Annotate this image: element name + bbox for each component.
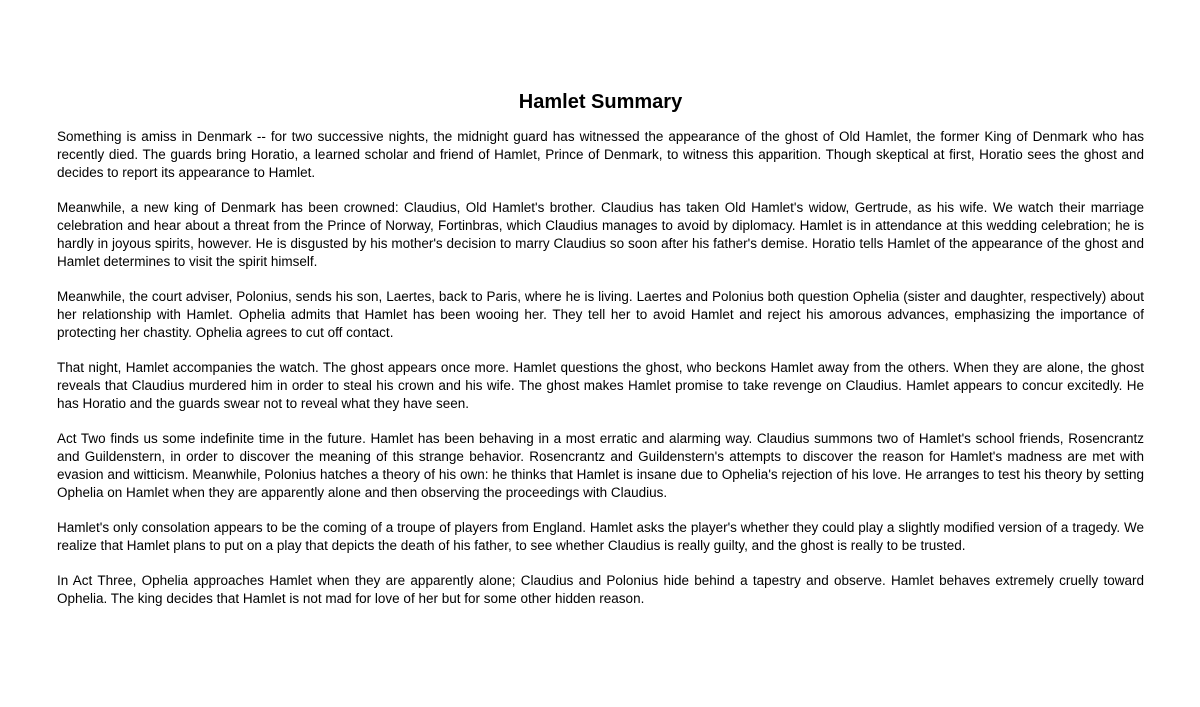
paragraph-6: Hamlet's only consolation appears to be the coming of a troupe of players from England. Hamlet asks the player's whether they could play a slightly modified version of a tragedy. We realize that Hamlet plans to put on a play that depicts the death of his father, to see whether Claudius is really guilty, and the ghost is really to be trusted. [57, 520, 1144, 553]
document-title: Hamlet Summary [518, 91, 683, 113]
paragraph-5: Act Two finds us some indefinite time in the future. Hamlet has been behaving in a most erratic and alarming way. Claudius summons two of Hamlet's school friends, Rosencrantz and Guildenstern, in order to discover the meaning of this strange behavior. Rosencrantz and Guildenstern's attempts to discover the reason for Hamlet's madness are met with evasion and witticism. Meanwhile, Polonius hatches a theory of his own: he thinks that Hamlet is insane due to Ophelia's rejection of his love. He arranges to test his theory by setting Ophelia on Hamlet when they are apparently alone and then observing the proceedings with Claudius. [57, 431, 1144, 500]
paragraph-3: Meanwhile, the court adviser, Polonius, sends his son, Laertes, back to Paris, where he is living. Laertes and Polonius both question Ophelia (sister and daughter, respectively) about her relationship with Hamlet. Ophelia admits that Hamlet has been wooing her. They tell her to avoid Hamlet and reject his amorous advances, emphasizing the importance of protecting her chastity. Ophelia agrees to cut off contact. [57, 289, 1144, 340]
paragraph-2: Meanwhile, a new king of Denmark has been crowned: Claudius, Old Hamlet's brother. Claudius has taken Old Hamlet's widow, Gertrude, as his wife. We watch their marriage celebration and hear about a threat from the Prince of Norway, Fortinbras, which Claudius manages to avoid by diplomacy. Hamlet is in attendance at this wedding celebration; he is hardly in joyous spirits, however. He is disgusted by his mother's decision to marry Claudius so soon after his father's demise. Horatio tells Hamlet of the appearance of the ghost and Hamlet determines to visit the spirit himself. [57, 200, 1144, 269]
paragraph-7: In Act Three, Ophelia approaches Hamlet when they are apparently alone; Claudius and Polonius hide behind a tapestry and observe. Hamlet behaves extremely cruelly toward Ophelia. The king decides that Hamlet is not mad for love of her but for some other hidden reason. [57, 573, 1144, 606]
paragraph-1: Something is amiss in Denmark -- for two successive nights, the midnight guard has witnessed the appearance of the ghost of Old Hamlet, the former King of Denmark who has recently died. The guards bring Horatio, a learned scholar and friend of Hamlet, Prince of Denmark, to witness this apparition. Though skeptical at first, Horatio sees the ghost and decides to report its appearance to Hamlet. [57, 129, 1144, 180]
paragraph-4: That night, Hamlet accompanies the watch. The ghost appears once more. Hamlet questions the ghost, who beckons Hamlet away from the others. When they are alone, the ghost reveals that Claudius murdered him in order to steal his crown and his wife. The ghost makes Hamlet promise to take revenge on Claudius. Hamlet appears to concur excitedly. He has Horatio and the guards swear not to reveal what they have seen. [57, 360, 1144, 411]
document-page [57, 88, 1144, 625]
